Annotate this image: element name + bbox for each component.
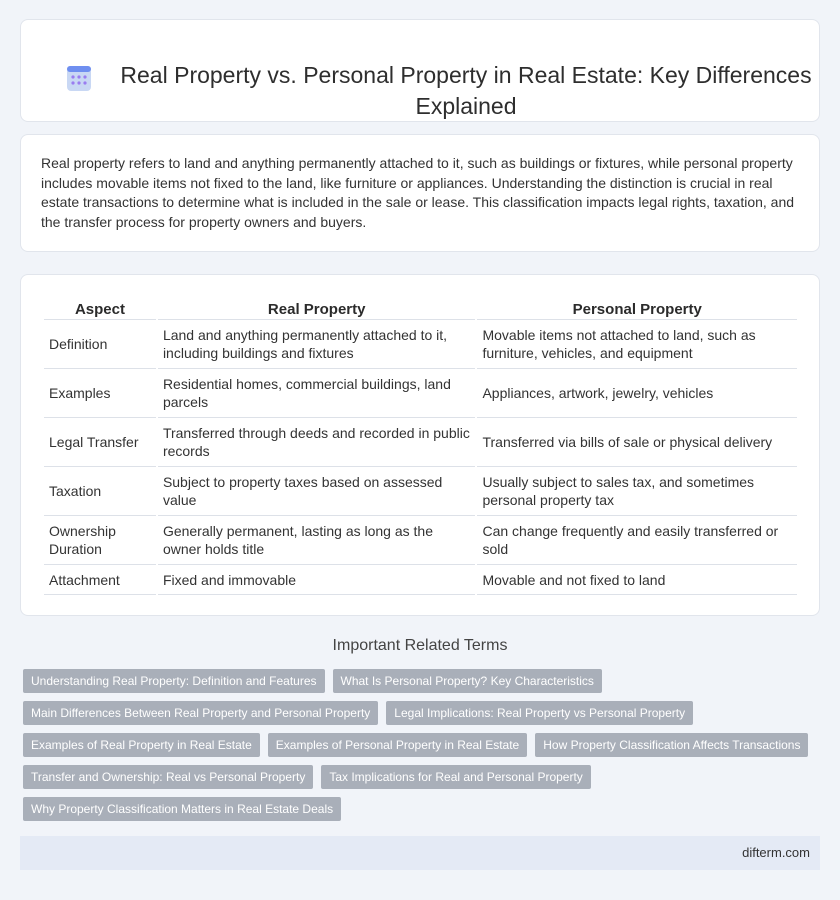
related-term-link[interactable]: Understanding Real Property: Definition and Features xyxy=(23,669,325,693)
tag-row xyxy=(23,701,823,725)
cell-personal: Transferred via bills of sale or physical delivery xyxy=(477,418,797,467)
header xyxy=(21,20,819,121)
cell-aspect: Taxation xyxy=(44,467,156,516)
site-name[interactable]: difterm.com xyxy=(742,845,810,860)
comparison-card xyxy=(20,274,820,616)
cell-aspect: Ownership Duration xyxy=(44,516,156,565)
tag-row xyxy=(23,669,823,693)
related-terms-title: Important Related Terms xyxy=(332,637,508,654)
related-term-link[interactable]: What Is Personal Property? Key Characteristics xyxy=(333,669,602,693)
cell-real: Transferred through deeds and recorded in public records xyxy=(158,418,476,467)
cell-personal: Usually subject to sales tax, and sometimes personal property tax xyxy=(477,467,797,516)
cell-real: Fixed and immovable xyxy=(158,565,476,595)
related-term-link[interactable]: How Property Classification Affects Transactions xyxy=(535,733,808,757)
footer xyxy=(20,836,820,870)
related-term-link[interactable]: Tax Implications for Real and Personal Property xyxy=(321,765,590,789)
table-row xyxy=(44,320,797,369)
cell-personal: Appliances, artwork, jewelry, vehicles xyxy=(477,369,797,418)
tag-row xyxy=(23,733,823,757)
related-term-link[interactable]: Examples of Personal Property in Real Estate xyxy=(268,733,527,757)
cell-aspect: Attachment xyxy=(44,565,156,595)
cell-personal: Movable items not attached to land, such as furniture, vehicles, and equipment xyxy=(477,320,797,369)
cell-real: Land and anything permanently attached to it, including buildings and fixtures xyxy=(158,320,476,369)
comparison-table xyxy=(42,295,799,595)
table-header-row xyxy=(44,295,797,320)
table-row xyxy=(44,516,797,565)
related-term-link[interactable]: Main Differences Between Real Property and Personal Property xyxy=(23,701,378,725)
cell-personal: Movable and not fixed to land xyxy=(477,565,797,595)
cell-aspect: Legal Transfer xyxy=(44,418,156,467)
cell-real: Subject to property taxes based on assessed value xyxy=(158,467,476,516)
page-title: Real Property vs. Personal Property in Real Estate: Key Differences Explained xyxy=(120,62,812,119)
cell-real: Generally permanent, lasting as long as the owner holds title xyxy=(158,516,476,565)
cell-aspect: Definition xyxy=(44,320,156,369)
header-aspect: Aspect xyxy=(44,295,156,320)
table-row xyxy=(44,369,797,418)
table-row xyxy=(44,418,797,467)
related-term-link[interactable]: Legal Implications: Real Property vs Personal Property xyxy=(386,701,693,725)
related-term-link[interactable]: Examples of Real Property in Real Estate xyxy=(23,733,260,757)
tag-row xyxy=(23,797,823,821)
intro-card xyxy=(20,134,820,252)
related-terms-list xyxy=(23,669,823,829)
table-row xyxy=(44,565,797,595)
table-row xyxy=(44,467,797,516)
intro-paragraph: Real property refers to land and anything permanently attached to it, such as buildings or fixtures, while personal property includes movable items not fixed to the land, like furniture or appliances. Understanding the distinction is crucial in real estate transactions to determine what is included in the sale or lease. This classification impacts legal rights, taxation, and the transfer process for property owners and buyers. xyxy=(41,155,795,230)
header-real-property: Real Property xyxy=(158,295,476,320)
cell-real: Residential homes, commercial buildings, land parcels xyxy=(158,369,476,418)
document-icon xyxy=(66,64,92,92)
related-term-link[interactable]: Why Property Classification Matters in Real Estate Deals xyxy=(23,797,341,821)
cell-aspect: Examples xyxy=(44,369,156,418)
cell-personal: Can change frequently and easily transferred or sold xyxy=(477,516,797,565)
header-card xyxy=(20,19,820,122)
header-personal-property: Personal Property xyxy=(477,295,797,320)
tag-row xyxy=(23,765,823,789)
related-term-link[interactable]: Transfer and Ownership: Real vs Personal Property xyxy=(23,765,313,789)
